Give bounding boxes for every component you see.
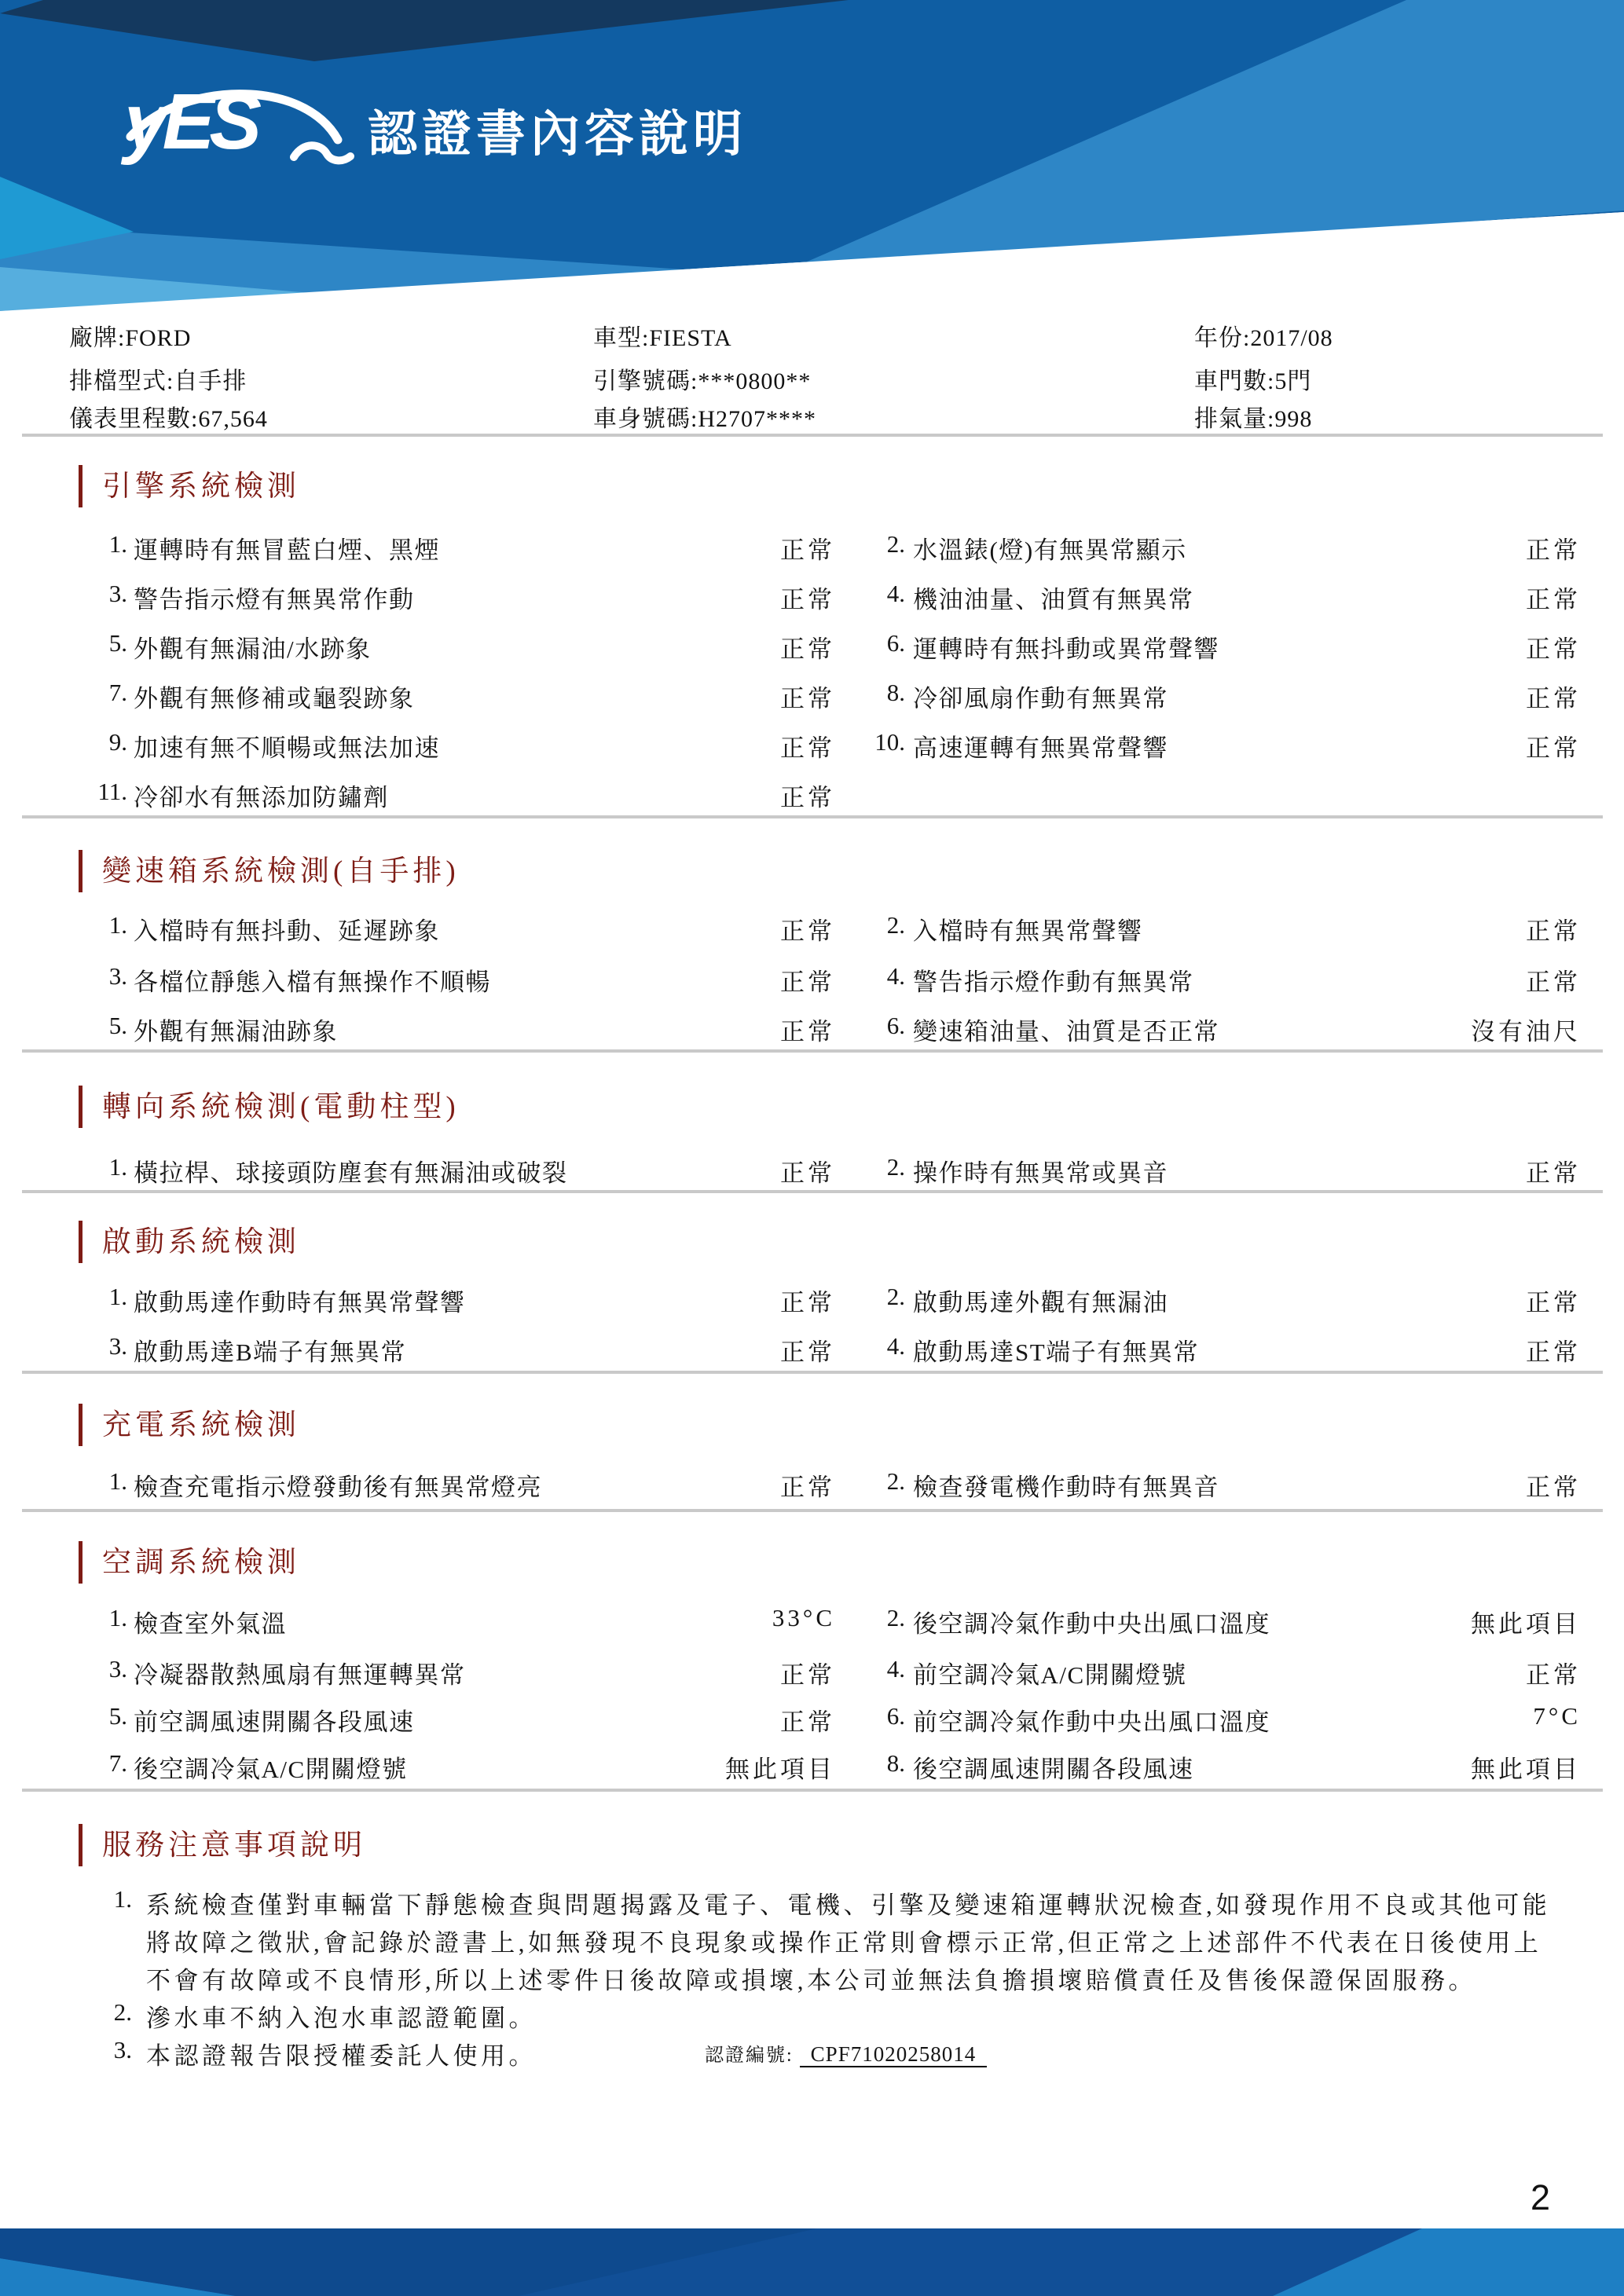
item-text: 啟動馬達ST端子有無異常	[913, 1338, 1200, 1366]
item-status: 正常	[1526, 1474, 1581, 1501]
item-status: 正常	[1526, 685, 1581, 712]
item-number: 9.	[108, 728, 127, 756]
section-title: 轉向系統檢測(電動柱型)	[102, 1091, 460, 1123]
item-status: 正常	[1526, 635, 1581, 663]
item-number: 3.	[108, 962, 127, 990]
vehicle-info-cell: 車身號碼:H2707****	[593, 406, 816, 432]
item-number: 3.	[108, 1332, 127, 1360]
item-text: 高速運轉有無異常聲響	[913, 734, 1168, 762]
item-text: 後空調冷氣作動中央出風口溫度	[913, 1610, 1270, 1638]
item-number: 2.	[886, 530, 905, 558]
vehicle-info-cell: 儀表里程數:67,564	[69, 406, 268, 432]
item-text: 檢查室外氣溫	[134, 1610, 287, 1638]
section-title-bar	[79, 1404, 82, 1446]
section-title-bar	[79, 1086, 82, 1128]
item-text: 檢查發電機作動時有無異音	[913, 1474, 1219, 1501]
item-number: 5.	[108, 629, 127, 657]
item-status: 7°C	[1533, 1702, 1581, 1730]
item-number: 6.	[886, 629, 905, 657]
section-title-bar	[79, 1824, 82, 1866]
item-status: 正常	[780, 685, 835, 712]
item-text: 橫拉桿、球接頭防塵套有無漏油或破裂	[134, 1159, 568, 1187]
item-text: 各檔位靜態入檔有無操作不順暢	[134, 969, 491, 996]
item-number: 2.	[886, 1467, 905, 1495]
item-number: 7.	[108, 1749, 127, 1777]
item-text: 入檔時有無抖動、延遲跡象	[134, 917, 440, 945]
item-status: 正常	[1526, 536, 1581, 564]
certification-number-row	[705, 2039, 987, 2067]
item-number: 2.	[886, 911, 905, 939]
item-number: 2.	[886, 1153, 905, 1181]
item-text: 外觀有無漏油/水跡象	[134, 635, 372, 663]
item-text: 冷卻風扇作動有無異常	[913, 685, 1168, 712]
item-text: 啟動馬達作動時有無異常聲響	[134, 1289, 466, 1316]
vehicle-info-cell: 車門數:5門	[1194, 368, 1312, 394]
section-title-row	[79, 1218, 300, 1263]
item-status: 正常	[1526, 586, 1581, 613]
note-number: 1.	[113, 1885, 132, 1913]
item-number: 2.	[886, 1283, 905, 1310]
item-text: 啟動馬達外觀有無漏油	[913, 1289, 1168, 1316]
section-title: 引擎系統檢測	[102, 471, 300, 503]
certification-number-value: CPF71020258014	[800, 2042, 988, 2067]
note-line: 滲水車不納入泡水車認證範圍。	[146, 2005, 537, 2032]
item-status: 正常	[780, 1159, 835, 1187]
item-status: 無此項目	[725, 1756, 835, 1783]
section-title: 服務注意事項說明	[102, 1829, 366, 1862]
item-text: 外觀有無修補或龜裂跡象	[134, 685, 415, 712]
separator	[22, 1789, 1603, 1792]
item-number: 4.	[886, 1332, 905, 1360]
page-title: 認證書內容說明	[368, 107, 747, 162]
item-text: 運轉時有無冒藍白煙、黑煙	[134, 536, 440, 564]
item-status: 正常	[780, 1338, 835, 1366]
item-text: 前空調冷氣作動中央出風口溫度	[913, 1708, 1270, 1736]
item-text: 外觀有無漏油跡象	[134, 1018, 338, 1045]
item-status: 正常	[780, 536, 835, 564]
item-number: 8.	[886, 1749, 905, 1777]
page-number: 2	[1531, 2177, 1551, 2217]
item-text: 變速箱油量、油質是否正常	[913, 1018, 1219, 1045]
item-status: 正常	[780, 1289, 835, 1316]
item-status: 正常	[780, 635, 835, 663]
section-title: 空調系統檢測	[102, 1547, 300, 1579]
item-status: 無此項目	[1471, 1610, 1581, 1638]
item-text: 檢查充電指示燈發動後有無異常燈亮	[134, 1474, 542, 1501]
item-number: 6.	[886, 1702, 905, 1730]
item-status: 正常	[1526, 734, 1581, 762]
item-text: 操作時有無異常或異音	[913, 1159, 1168, 1187]
item-number: 3.	[108, 1655, 127, 1683]
note-line: 不會有故障或不良情形,所以上述零件日後故障或損壞,本公司並無法負擔損壞賠償責任及售後保證保固服務。	[146, 1967, 1476, 1994]
item-text: 水溫錶(燈)有無異常顯示	[913, 536, 1187, 564]
item-status: 正常	[780, 1661, 835, 1689]
certification-number-label: 認證編號:	[705, 2045, 794, 2066]
item-number: 10.	[874, 728, 905, 756]
section-title-row	[79, 462, 300, 507]
section-title-row	[79, 847, 460, 892]
item-number: 1.	[108, 1283, 127, 1310]
item-number: 8.	[886, 679, 905, 706]
section-title: 變速箱系統檢測(自手排)	[102, 855, 460, 888]
item-text: 冷卻水有無添加防鏽劑	[134, 784, 389, 811]
footer-decor-shapes	[0, 2228, 1624, 2296]
item-text: 入檔時有無異常聲響	[913, 917, 1143, 945]
item-status: 正常	[1526, 1338, 1581, 1366]
item-status: 正常	[780, 969, 835, 996]
item-number: 1.	[108, 1604, 127, 1631]
item-status: 正常	[1526, 969, 1581, 996]
footer-banner	[0, 2228, 1624, 2296]
section-title: 啟動系統檢測	[102, 1226, 300, 1258]
item-status: 正常	[1526, 1159, 1581, 1187]
separator	[22, 1371, 1603, 1374]
item-text: 運轉時有無抖動或異常聲響	[913, 635, 1219, 663]
item-text: 警告指示燈有無異常作動	[134, 586, 415, 613]
item-number: 1.	[108, 911, 127, 939]
vehicle-info-cell: 年份:2017/08	[1194, 325, 1333, 351]
section-title-bar	[79, 1221, 82, 1263]
item-number: 1.	[108, 1467, 127, 1495]
note-line: 系統檢查僅對車輛當下靜態檢查與問題揭露及電子、電機、引擎及變速箱運轉狀況檢查,如發現作用不良或其他可能	[146, 1891, 1551, 1919]
item-status: 正常	[780, 1474, 835, 1501]
section-title-bar	[79, 1541, 82, 1584]
item-number: 1.	[108, 530, 127, 558]
vehicle-info-cell: 車型:FIESTA	[593, 325, 732, 351]
item-text: 後空調冷氣A/C開關燈號	[134, 1756, 408, 1783]
item-number: 3.	[108, 580, 127, 607]
item-text: 警告指示燈作動有無異常	[913, 969, 1194, 996]
note-number: 2.	[113, 1998, 132, 2026]
item-number: 4.	[886, 1655, 905, 1683]
item-status: 無此項目	[1471, 1756, 1581, 1783]
section-title-bar	[79, 850, 82, 892]
item-status: 33°C	[772, 1604, 835, 1631]
item-status: 正常	[1526, 917, 1581, 945]
item-number: 5.	[108, 1702, 127, 1730]
item-number: 1.	[108, 1153, 127, 1181]
vehicle-info-cell: 引擎號碼:***0800**	[593, 368, 812, 394]
note-number: 3.	[113, 2036, 132, 2063]
item-text: 後空調風速開關各段風速	[913, 1756, 1194, 1783]
item-number: 4.	[886, 580, 905, 607]
car-outline-icon	[124, 79, 368, 189]
section-title-row	[79, 1082, 460, 1128]
item-number: 4.	[886, 962, 905, 990]
note-line: 本認證報告限授權委託人使用。	[146, 2042, 537, 2070]
separator	[22, 1049, 1603, 1053]
item-number: 5.	[108, 1012, 127, 1039]
separator	[22, 815, 1603, 818]
item-status: 正常	[780, 1018, 835, 1045]
item-number: 11.	[97, 778, 127, 805]
item-number: 2.	[886, 1604, 905, 1631]
separator	[22, 434, 1603, 437]
item-status: 正常	[1526, 1289, 1581, 1316]
item-status: 正常	[780, 586, 835, 613]
item-text: 加速有無不順暢或無法加速	[134, 734, 440, 762]
section-title-row	[79, 1821, 366, 1866]
section-title-bar	[79, 465, 82, 507]
vehicle-info-cell: 排氣量:998	[1194, 406, 1313, 432]
item-status: 正常	[780, 734, 835, 762]
item-number: 7.	[108, 679, 127, 706]
section-title-row	[79, 1401, 300, 1446]
item-text: 前空調風速開關各段風速	[134, 1708, 415, 1736]
item-text: 機油油量、油質有無異常	[913, 586, 1194, 613]
item-status: 正常	[780, 1708, 835, 1736]
section-title: 充電系統檢測	[102, 1409, 300, 1441]
item-text: 冷凝器散熱風扇有無運轉異常	[134, 1661, 466, 1689]
item-text: 前空調冷氣A/C開關燈號	[913, 1661, 1187, 1689]
yes-logo-text: yES	[124, 78, 257, 166]
item-number: 6.	[886, 1012, 905, 1039]
note-line: 將故障之徵狀,會記錄於證書上,如無發現不良現象或操作正常則會標示正常,但正常之上述部件不代表在日後使用上	[146, 1929, 1542, 1957]
item-status: 正常	[1526, 1661, 1581, 1689]
separator	[22, 1190, 1603, 1193]
item-text: 啟動馬達B端子有無異常	[134, 1338, 407, 1366]
vehicle-info-cell: 排檔型式:自手排	[69, 368, 247, 394]
vehicle-info-cell: 廠牌:FORD	[69, 325, 192, 351]
item-status: 正常	[780, 784, 835, 811]
header-banner	[0, 0, 1624, 314]
separator	[22, 1509, 1603, 1512]
item-status: 正常	[780, 917, 835, 945]
section-title-row	[79, 1538, 300, 1584]
item-status: 沒有油尺	[1471, 1018, 1581, 1045]
